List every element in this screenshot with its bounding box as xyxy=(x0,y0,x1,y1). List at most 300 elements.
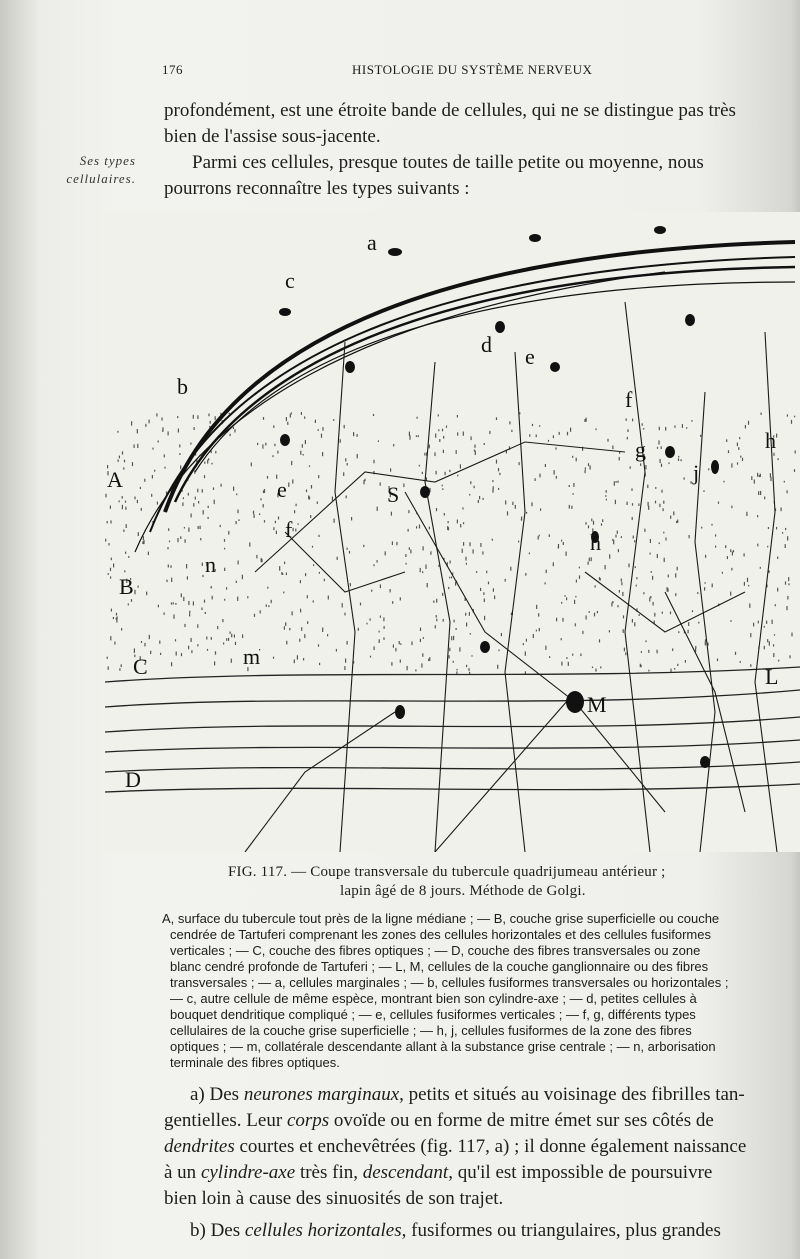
stipple-mark xyxy=(705,582,706,584)
stipple-mark xyxy=(484,616,485,620)
stipple-mark xyxy=(347,463,348,466)
stipple-mark xyxy=(782,532,783,534)
stipple-mark xyxy=(134,590,135,595)
stipple-mark xyxy=(457,520,458,524)
label-L: L xyxy=(765,664,779,689)
stipple-mark xyxy=(700,435,701,437)
stipple-mark xyxy=(122,505,123,510)
stipple-mark xyxy=(185,539,186,543)
margin-note xyxy=(18,152,136,188)
stipple-mark xyxy=(215,451,216,454)
stipple-mark xyxy=(439,439,440,442)
stipple-mark xyxy=(469,494,470,496)
stipple-mark xyxy=(154,470,155,472)
stipple-mark xyxy=(644,529,645,532)
emphasis-text: cylindre-axe xyxy=(200,1162,296,1183)
stipple-mark xyxy=(128,603,129,605)
stipple-mark xyxy=(463,432,464,436)
stipple-mark xyxy=(691,420,692,422)
stipple-mark xyxy=(489,431,490,434)
stipple-mark xyxy=(449,470,450,472)
stipple-mark xyxy=(660,459,661,463)
stipple-mark xyxy=(566,552,567,556)
stipple-mark xyxy=(652,576,653,580)
stipple-mark xyxy=(493,486,494,489)
stipple-mark xyxy=(468,668,469,671)
stipple-mark xyxy=(691,481,692,484)
stipple-mark xyxy=(189,613,190,616)
stipple-mark xyxy=(126,524,127,528)
stipple-mark xyxy=(595,669,596,672)
stipple-mark xyxy=(621,582,622,585)
stipple-mark xyxy=(189,611,190,613)
stipple-mark xyxy=(705,642,706,646)
stipple-mark xyxy=(237,510,238,514)
stipple-mark xyxy=(143,542,144,544)
stipple-mark xyxy=(373,460,374,464)
stipple-mark xyxy=(722,572,723,574)
stipple-mark xyxy=(422,653,423,657)
stipple-mark xyxy=(183,497,184,499)
stipple-mark xyxy=(202,489,203,492)
stipple-mark xyxy=(794,416,795,418)
stipple-mark xyxy=(138,532,139,536)
stipple-mark xyxy=(419,525,420,529)
stipple-mark xyxy=(168,528,169,531)
stipple-mark xyxy=(631,488,632,491)
stipple-mark xyxy=(134,444,135,448)
stipple-mark xyxy=(640,463,641,466)
stipple-mark xyxy=(228,531,229,535)
stipple-mark xyxy=(526,639,527,642)
stipple-mark xyxy=(582,631,583,634)
stipple-mark xyxy=(318,535,319,537)
page-number: 176 xyxy=(162,62,183,77)
stipple-mark xyxy=(223,643,224,645)
stipple-mark xyxy=(606,490,607,493)
stipple-mark xyxy=(606,499,607,501)
label-A: A xyxy=(107,467,123,492)
stipple-mark xyxy=(579,575,580,579)
stipple-mark xyxy=(233,427,234,429)
stipple-mark xyxy=(193,415,194,419)
stipple-mark xyxy=(203,510,204,514)
stipple-mark xyxy=(145,424,146,427)
stipple-mark xyxy=(344,613,345,616)
stipple-mark xyxy=(462,549,463,553)
stipple-mark xyxy=(186,564,187,568)
stipple-mark xyxy=(324,579,325,582)
stipple-mark xyxy=(373,564,374,566)
stipple-mark xyxy=(363,480,364,484)
stipple-mark xyxy=(236,581,237,583)
stipple-mark xyxy=(463,522,464,524)
stipple-mark xyxy=(357,454,358,459)
stipple-mark xyxy=(621,536,622,538)
stipple-mark xyxy=(474,486,475,489)
stipple-mark xyxy=(576,580,577,583)
stipple-mark xyxy=(310,515,311,518)
stipple-mark xyxy=(480,588,481,591)
stipple-mark xyxy=(632,517,633,520)
stipple-mark xyxy=(588,525,589,528)
stipple-mark xyxy=(711,524,712,526)
stipple-mark xyxy=(585,470,586,473)
stipple-mark xyxy=(561,602,562,604)
intro-line-3: Parmi ces cellules, presque toutes de taille petite ou moyenne, nous xyxy=(192,152,704,173)
stipple-mark xyxy=(566,597,567,600)
legend-line: blanc cendré profonde de Tartuferi ; — L, M, cellules de la couche ganglionnaire ou des fibres xyxy=(170,959,709,974)
stipple-mark xyxy=(253,511,254,515)
stipple-mark xyxy=(728,450,729,453)
stipple-mark xyxy=(306,490,307,493)
stipple-mark xyxy=(746,512,747,516)
stipple-mark xyxy=(110,636,111,640)
histology-figure xyxy=(105,212,800,852)
stipple-mark xyxy=(536,435,537,438)
label-S: S xyxy=(387,482,400,507)
stipple-mark xyxy=(137,429,138,433)
stipple-mark xyxy=(570,428,571,432)
stipple-mark xyxy=(457,415,458,418)
stipple-mark xyxy=(567,432,568,436)
stipple-mark xyxy=(107,521,108,523)
stipple-mark xyxy=(346,496,347,499)
stipple-mark xyxy=(611,602,612,606)
label-n: n xyxy=(205,552,216,577)
stipple-mark xyxy=(187,576,188,579)
stipple-mark xyxy=(445,472,446,475)
stipple-mark xyxy=(678,458,679,461)
stipple-mark xyxy=(208,517,209,519)
stipple-mark xyxy=(462,507,463,509)
stipple-mark xyxy=(304,416,305,418)
stipple-mark xyxy=(149,420,150,424)
label-C: C xyxy=(133,654,148,679)
stipple-mark xyxy=(599,639,600,642)
stipple-mark xyxy=(628,564,629,568)
stipple-mark xyxy=(465,613,466,616)
stipple-mark xyxy=(150,651,151,654)
stipple-mark xyxy=(353,432,354,436)
stipple-mark xyxy=(295,529,296,532)
stipple-mark xyxy=(492,480,493,482)
stipple-mark xyxy=(273,527,274,530)
stipple-mark xyxy=(698,622,699,624)
stipple-mark xyxy=(214,500,215,504)
stipple-mark xyxy=(568,662,569,666)
stipple-mark xyxy=(627,502,628,505)
stipple-mark xyxy=(307,621,308,624)
stipple-mark xyxy=(420,639,421,642)
stipple-mark xyxy=(536,605,537,609)
stipple-mark xyxy=(718,502,719,504)
stipple-mark xyxy=(460,524,461,527)
stipple-mark xyxy=(193,503,194,507)
stipple-mark xyxy=(773,453,774,456)
label-e-lower: e xyxy=(277,477,287,502)
stipple-mark xyxy=(119,456,120,459)
stipple-mark xyxy=(423,637,424,639)
stipple-mark xyxy=(459,647,460,651)
margin-note-line-2: cellulaires. xyxy=(66,171,136,186)
stipple-mark xyxy=(319,572,320,574)
stipple-mark xyxy=(750,633,751,637)
stipple-mark xyxy=(668,462,669,464)
stipple-mark xyxy=(457,475,458,477)
stipple-mark xyxy=(144,643,145,647)
stipple-mark xyxy=(180,536,181,539)
stipple-mark xyxy=(328,596,329,600)
stipple-mark xyxy=(632,419,633,422)
stipple-mark xyxy=(111,609,112,612)
stipple-mark xyxy=(406,563,407,565)
stipple-mark xyxy=(533,634,534,638)
stipple-mark xyxy=(758,621,759,624)
stipple-mark xyxy=(340,439,341,443)
stipple-mark xyxy=(589,611,590,613)
stipple-mark xyxy=(305,440,306,444)
stipple-mark xyxy=(162,427,163,431)
stipple-mark xyxy=(436,599,437,603)
stipple-mark xyxy=(614,481,615,485)
stipple-mark xyxy=(695,646,696,649)
stipple-mark xyxy=(194,427,195,430)
stipple-mark xyxy=(511,430,512,432)
stipple-mark xyxy=(731,568,732,571)
legend-line: terminale des fibres optiques. xyxy=(170,1055,340,1070)
stipple-mark xyxy=(525,573,526,576)
stipple-mark xyxy=(663,508,664,511)
stipple-mark xyxy=(288,483,289,487)
stipple-mark xyxy=(301,412,302,415)
stipple-mark xyxy=(347,548,348,550)
stipple-mark xyxy=(158,441,159,443)
stipple-mark xyxy=(767,639,768,642)
stipple-mark xyxy=(391,512,392,516)
body-line-5: bien loin à cause des sinuosités de son trajet. xyxy=(164,1188,504,1209)
stipple-mark xyxy=(753,623,754,627)
stipple-mark xyxy=(261,558,262,562)
stipple-mark xyxy=(286,573,287,576)
stipple-mark xyxy=(555,447,556,449)
stipple-mark xyxy=(496,460,497,464)
stipple-mark xyxy=(433,601,434,603)
stipple-mark xyxy=(146,592,147,596)
stipple-mark xyxy=(657,554,658,558)
stipple-mark xyxy=(337,557,338,560)
stipple-mark xyxy=(134,648,135,653)
stipple-mark xyxy=(661,446,662,449)
stipple-mark xyxy=(787,490,788,493)
stipple-mark xyxy=(234,429,235,432)
stipple-mark xyxy=(647,485,648,489)
stipple-mark xyxy=(403,484,404,488)
stipple-mark xyxy=(619,590,620,593)
figure-caption-title-2: lapin âgé de 8 jours. Méthode de Golgi. xyxy=(340,883,586,899)
stipple-mark xyxy=(768,527,769,529)
stipple-mark xyxy=(274,444,275,447)
stipple-mark xyxy=(166,580,167,583)
stipple-mark xyxy=(113,617,114,619)
stipple-mark xyxy=(584,419,585,422)
stipple-mark xyxy=(776,527,777,530)
stipple-mark xyxy=(137,444,138,448)
stipple-mark xyxy=(774,634,775,636)
stipple-mark xyxy=(670,516,671,519)
stipple-mark xyxy=(178,429,179,433)
stipple-mark xyxy=(469,542,470,546)
stipple-mark xyxy=(276,531,277,534)
stipple-mark xyxy=(715,534,716,536)
stipple-mark xyxy=(785,528,786,530)
stipple-mark xyxy=(708,468,709,470)
stipple-mark xyxy=(483,498,484,500)
stipple-mark xyxy=(164,454,165,457)
stipple-mark xyxy=(184,624,185,627)
stipple-mark xyxy=(794,469,795,472)
stipple-mark xyxy=(498,650,499,652)
stipple-mark xyxy=(737,443,738,447)
stipple-mark xyxy=(229,413,230,415)
stipple-mark xyxy=(588,562,589,565)
stipple-mark xyxy=(450,561,451,564)
stipple-mark xyxy=(672,648,673,651)
stipple-mark xyxy=(438,414,439,416)
stipple-mark xyxy=(599,577,600,580)
stipple-mark xyxy=(231,659,232,663)
stipple-mark xyxy=(748,585,749,587)
stipple-mark xyxy=(659,542,660,544)
running-title: HISTOLOGIE DU SYSTÈME NERVEUX xyxy=(352,62,593,77)
stipple-mark xyxy=(443,619,444,622)
stipple-mark xyxy=(758,491,759,495)
stipple-mark xyxy=(188,528,189,532)
stipple-mark xyxy=(596,428,597,430)
text-run: ovoïde ou en forme de mitre émet sur ses côtés de xyxy=(329,1110,714,1131)
stipple-mark xyxy=(617,531,618,534)
stipple-mark xyxy=(293,528,294,532)
stipple-mark xyxy=(181,593,182,597)
stipple-mark xyxy=(131,599,132,602)
stipple-mark xyxy=(787,596,788,600)
stipple-mark xyxy=(383,617,384,621)
stipple-mark xyxy=(738,447,739,450)
stipple-mark xyxy=(262,444,263,448)
stipple-mark xyxy=(778,660,779,662)
stipple-mark xyxy=(436,508,437,511)
stipple-mark xyxy=(168,431,169,435)
stipple-mark xyxy=(427,583,428,587)
emphasis-text: cellules horizontales xyxy=(244,1220,402,1241)
stipple-mark xyxy=(704,587,705,590)
stipple-mark xyxy=(705,555,706,558)
body-line-3 xyxy=(164,1134,746,1160)
stipple-mark xyxy=(224,599,225,601)
stipple-mark xyxy=(251,463,252,467)
stipple-mark xyxy=(175,639,176,641)
stipple-mark xyxy=(623,629,624,633)
stipple-mark xyxy=(242,575,243,580)
stipple-mark xyxy=(465,557,466,561)
stipple-mark xyxy=(586,615,587,619)
stipple-mark xyxy=(561,638,562,640)
stipple-mark xyxy=(256,555,257,559)
stipple-mark xyxy=(585,522,586,525)
stipple-mark xyxy=(505,579,506,582)
stipple-mark xyxy=(624,648,625,652)
stipple-mark xyxy=(448,527,449,530)
stipple-mark xyxy=(733,550,734,552)
stipple-mark xyxy=(663,532,664,534)
stipple-mark xyxy=(366,623,367,625)
stipple-mark xyxy=(689,535,690,538)
stipple-mark xyxy=(574,600,575,604)
stipple-mark xyxy=(764,626,765,628)
stipple-mark xyxy=(639,614,640,616)
stipple-mark xyxy=(322,452,323,456)
stipple-mark xyxy=(169,541,170,543)
stipple-mark xyxy=(284,626,285,629)
text-run: a) Des xyxy=(190,1084,244,1105)
stipple-mark xyxy=(171,603,172,605)
stipple-mark xyxy=(785,544,786,548)
stipple-mark xyxy=(789,655,790,658)
stipple-mark xyxy=(778,458,779,460)
stipple-mark xyxy=(668,575,669,578)
stipple-mark xyxy=(659,427,660,431)
stipple-mark xyxy=(180,465,181,469)
stipple-mark xyxy=(379,639,380,643)
stipple-mark xyxy=(191,638,192,642)
stipple-mark xyxy=(791,420,792,424)
stipple-mark xyxy=(635,566,636,568)
stipple-mark xyxy=(349,551,350,554)
stipple-mark xyxy=(664,558,665,562)
stipple-mark xyxy=(655,501,656,504)
stipple-mark xyxy=(497,665,498,669)
stipple-mark xyxy=(116,619,117,623)
stipple-mark xyxy=(480,543,481,547)
stipple-mark xyxy=(451,636,452,640)
stipple-mark xyxy=(625,652,626,655)
stipple-mark xyxy=(221,484,222,487)
stipple-mark xyxy=(121,628,122,630)
stipple-mark xyxy=(236,494,237,496)
stipple-mark xyxy=(283,592,284,594)
stipple-mark xyxy=(473,549,474,553)
stipple-mark xyxy=(634,540,635,542)
stipple-mark xyxy=(566,657,567,659)
stipple-mark xyxy=(730,592,731,596)
stipple-mark xyxy=(263,504,264,507)
stipple-mark xyxy=(636,577,637,579)
stipple-mark xyxy=(563,542,564,545)
stipple-mark xyxy=(304,634,305,638)
stipple-mark xyxy=(290,414,291,418)
stipple-mark xyxy=(392,601,393,604)
stipple-mark xyxy=(197,624,198,628)
stipple-mark xyxy=(238,519,239,521)
stipple-mark xyxy=(197,489,198,493)
stipple-mark xyxy=(539,628,540,631)
stipple-mark xyxy=(564,595,565,597)
stipple-mark xyxy=(224,568,225,571)
stipple-mark xyxy=(344,425,345,429)
body-line-1 xyxy=(190,1082,745,1108)
stipple-mark xyxy=(327,634,328,636)
stipple-mark xyxy=(498,468,499,471)
